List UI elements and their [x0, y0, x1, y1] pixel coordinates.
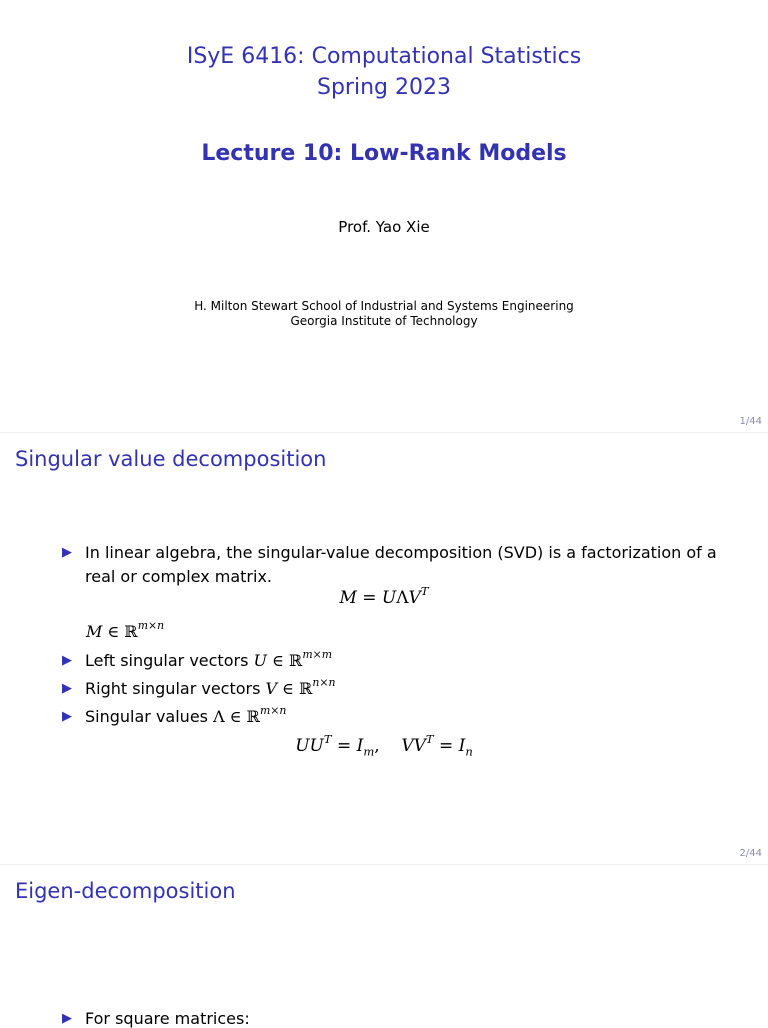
lecture-title: Lecture 10: Low-Rank Models — [201, 141, 567, 166]
page-number: 2/44 — [739, 848, 762, 859]
course-term: Spring 2023 — [317, 75, 451, 100]
bullet-text-line: For square matrices: — [85, 1009, 250, 1028]
svd-equation: $M = U\Lambda V^T$ — [339, 583, 429, 608]
page-number: 1/44 — [739, 416, 762, 427]
bullet-text-line: In linear algebra, the singular-value decomposition (SVD) is a factorization of a — [85, 543, 717, 562]
slide-divider — [0, 432, 768, 433]
course-title: ISyE 6416: Computational Statistics — [186, 44, 582, 69]
slide-title: Eigen-decomposition — [15, 879, 236, 903]
affiliation-line-1: H. Milton Stewart School of Industrial and Systems Engineering — [194, 299, 574, 313]
bullet-icon: ▶ — [62, 653, 72, 668]
orthogonality-equation: $UU^T = I_m$, $VV^T = I_n$ — [295, 731, 473, 759]
bullet-icon: ▶ — [62, 545, 72, 560]
bullet-icon: ▶ — [62, 709, 72, 724]
author: Prof. Yao Xie — [338, 218, 430, 236]
left-singular-item: Left singular vectors U ∈ ℝ$^{m\times m}$ — [85, 648, 333, 670]
bullet-icon: ▶ — [62, 681, 72, 696]
slide-title: Singular value decomposition — [15, 447, 327, 471]
matrix-domain: M ∈ ℝ$^{m\times n}$ — [86, 619, 165, 641]
singular-values-item: Singular values Λ ∈ ℝ$^{m\times n}$ — [85, 704, 287, 726]
bullet-icon: ▶ — [62, 1011, 72, 1026]
bullet-text-line: real or complex matrix. — [85, 567, 272, 586]
right-singular-item: Right singular vectors V ∈ ℝ$^{n\times n}$ — [85, 676, 336, 698]
slide-divider — [0, 864, 768, 865]
affiliation-line-2: Georgia Institute of Technology — [290, 314, 478, 328]
